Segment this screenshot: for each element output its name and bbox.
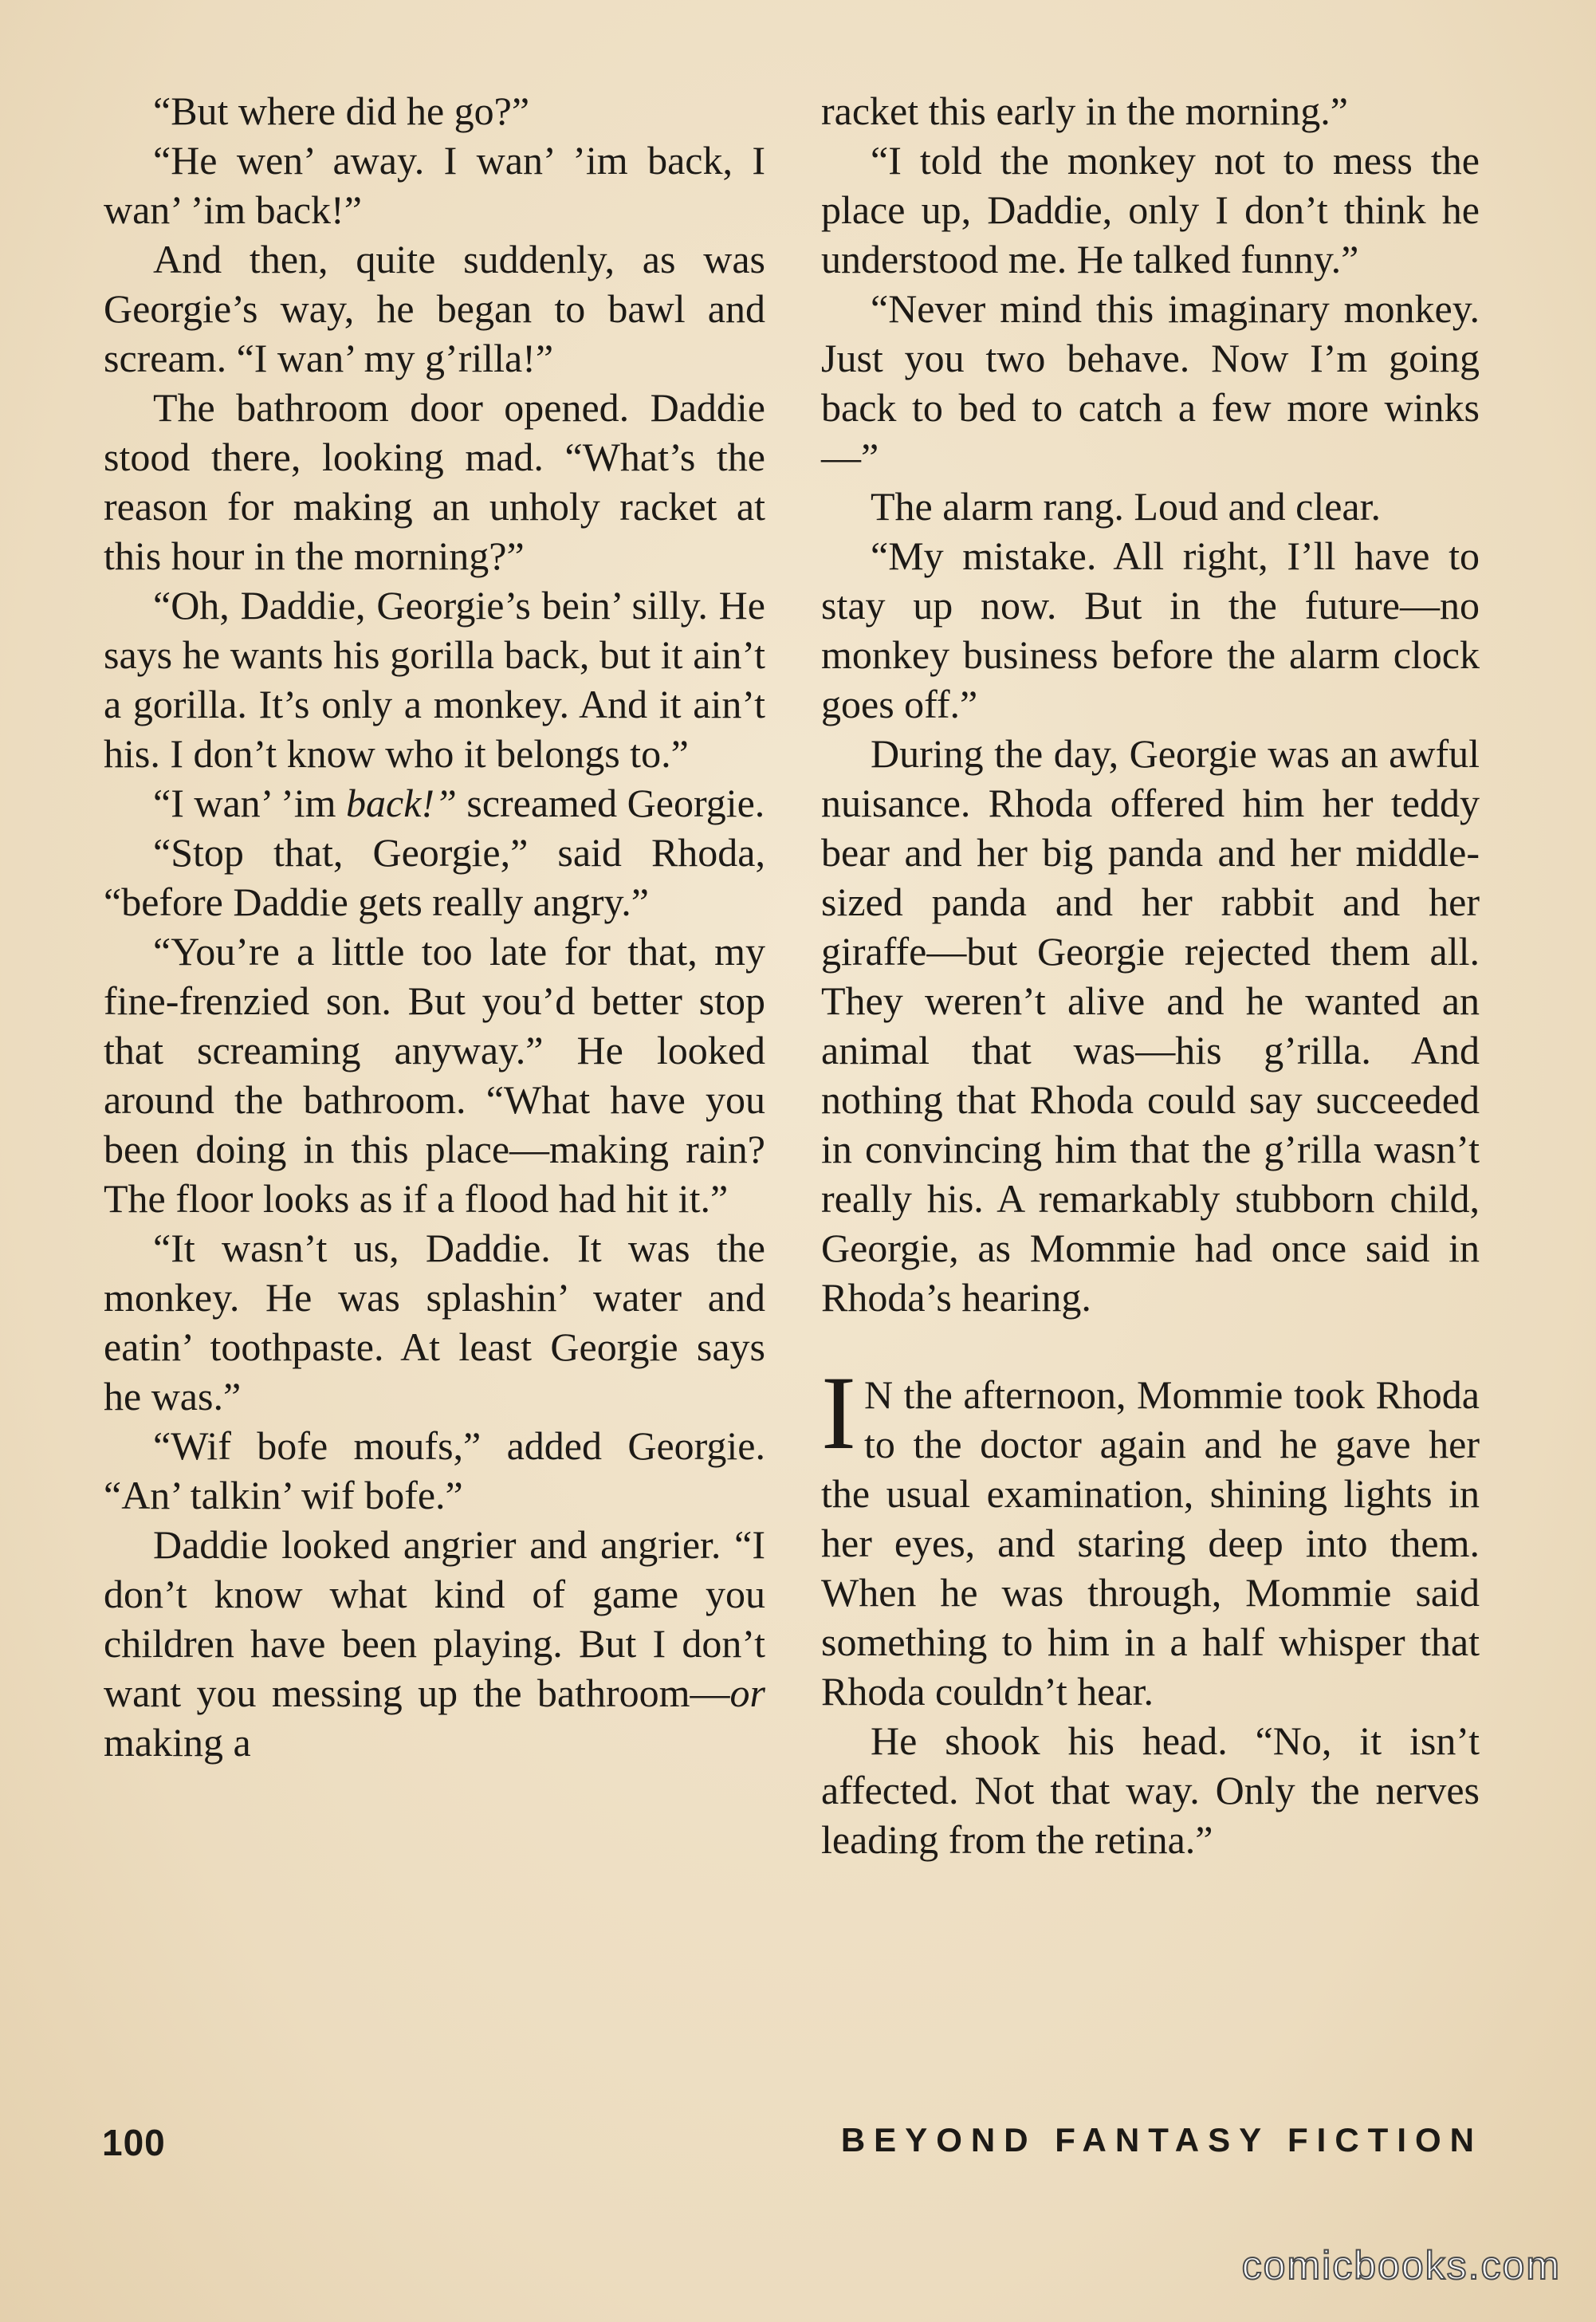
paragraph-continued: racket this early in the morning.” [821,89,1348,133]
italic-text: or [729,1671,765,1715]
paragraph [104,778,765,828]
italic-text: back!” [346,781,457,825]
text-run: screamed Georgie. [456,781,765,825]
paragraph: And then, quite suddenly, as was Georgie’s way, he began to bawl and scream. “I wan’ my g’rilla!” [104,237,765,380]
page-number: 100 [102,2122,166,2163]
drop-cap: I [821,1354,856,1471]
paragraph: “But where did he go?” [153,89,530,133]
paragraph: During the day, Georgie was an awful nuisance. Rhoda offered him her teddy bear and her big panda and her middle-sized panda and her rabbit and her giraffe—but Georgie rejected them all. They weren’t alive and he wanted an animal that was—his g’rilla. And nothing that Rhoda could say succeeded in convincing him that the g’rilla wasn’t really his. A remarkably stubborn child, Georgie, as Mommie had once said in Rhoda’s hearing. [821,731,1480,1320]
paragraph: The alarm rang. Loud and clear. [871,484,1381,529]
paragraph: “It wasn’t us, Daddie. It was the monkey. He was splashin’ water and eatin’ toothpaste. At least Georgie says he was.” [104,1226,765,1419]
paragraph: He shook his head. “No, it isn’t affected. Not that way. Only the nerves leading from the retina.” [821,1718,1480,1862]
section-start-paragraph [821,1354,1480,1716]
paragraph: “I told the monkey not to mess the place up, Daddie, only I don’t think he understood me. He talked funny.” [821,138,1480,281]
text-run: “I wan’ ’im [153,781,347,825]
paragraph: “Stop that, Georgie,” said Rhoda, “before Daddie gets really angry.” [104,830,765,924]
paragraph [104,1520,765,1767]
text-run: N the afternoon, Mommie took Rhoda to the doctor again and he gave her the usual examination, shining lights in her eyes, and staring deep into them. When he was through, Mommie said something to him in a half whisper that Rhoda couldn’t hear. [821,1372,1480,1714]
paragraph: “Oh, Daddie, Georgie’s bein’ silly. He says he wants his gorilla back, but it ain’t a gorilla. It’s only a monkey. And it ain’t his. I don’t know who it belongs to.” [104,583,765,776]
right-text-column [821,86,1480,1864]
running-head: BEYOND FANTASY FICTION [840,2121,1483,2159]
site-watermark: comicbooks.com [1241,2243,1561,2288]
text-run: Daddie looked angrier and angrier. “I don’t know what kind of game you children have been playing. But I don’t want you messing up the bathroom— [104,1522,765,1715]
text-run: making a [104,1720,251,1765]
paragraph: “My mistake. All right, I’ll have to stay up now. But in the future—no monkey business before the alarm clock goes off.” [821,533,1480,726]
left-text-column [104,86,765,1767]
paragraph: The bathroom door opened. Daddie stood there, looking mad. “What’s the reason for making an unholy racket at this hour in the morning?” [104,385,765,578]
paragraph: “You’re a little too late for that, my fine-frenzied son. But you’d better stop that screaming anyway.” He looked around the bathroom. “What have you been doing in this place—making rain? The floor looks as if a flood had hit it.” [104,929,765,1221]
paragraph: “Wif bofe moufs,” added Georgie. “An’ talkin’ wif bofe.” [104,1423,765,1517]
paragraph: “Never mind this imaginary monkey. Just you two behave. Now I’m going back to bed to catch a few more winks—” [821,286,1480,479]
paragraph: “He wen’ away. I wan’ ’im back, I wan’ ’im back!” [104,138,765,232]
